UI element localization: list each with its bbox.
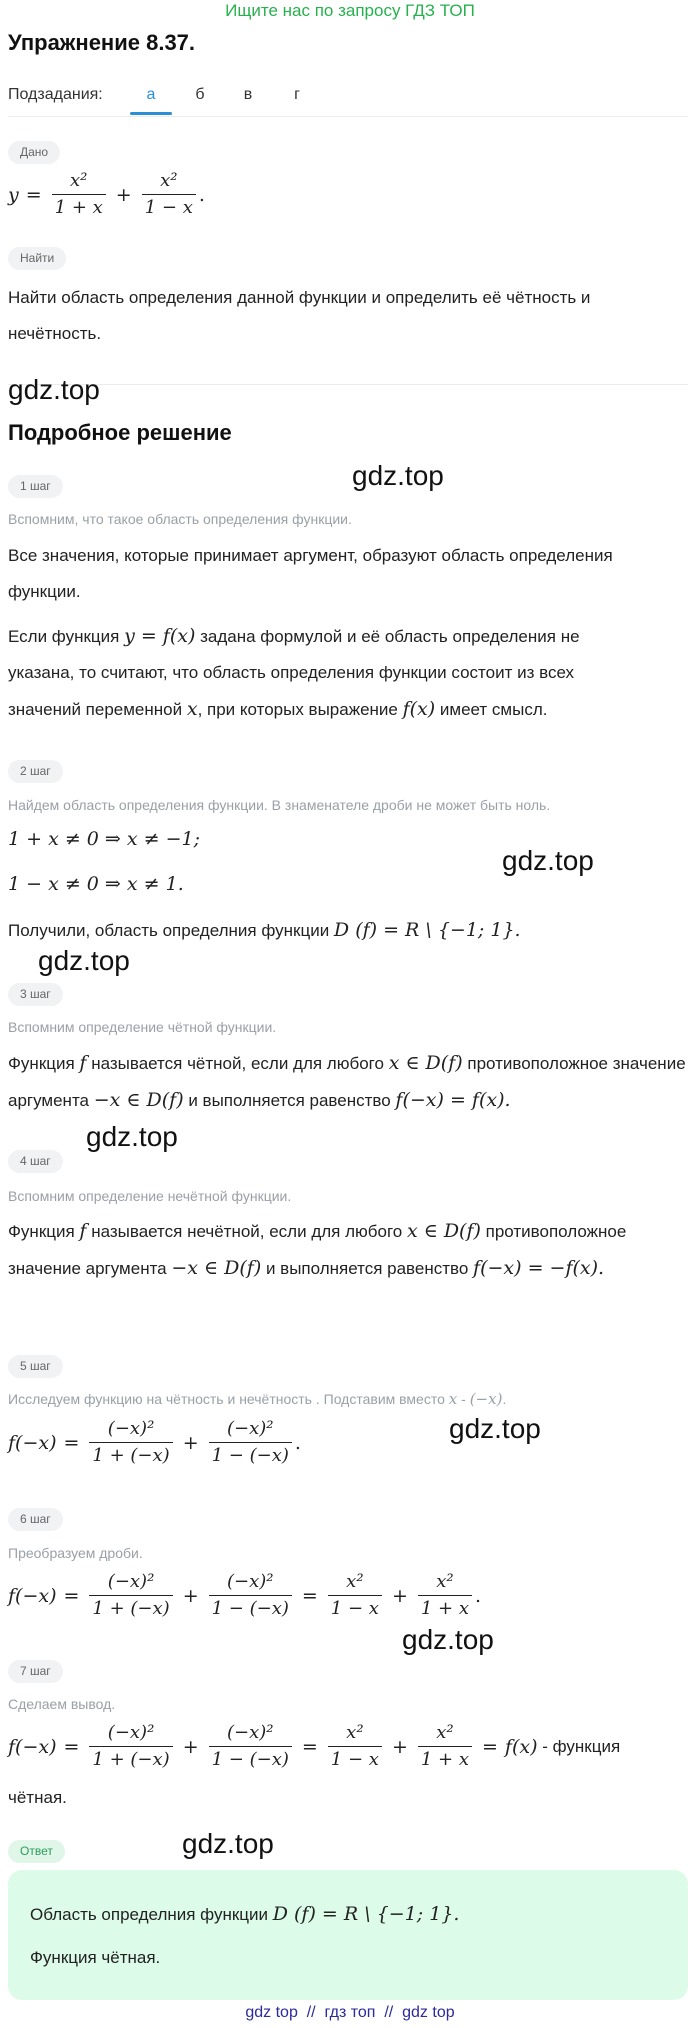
fraction-denominator: 1 + x (418, 1746, 472, 1771)
step-2-line2: 1 − x ≠ 0 ⇒ x ≠ 1. (8, 873, 184, 895)
fraction-numerator: (−x)² (107, 1418, 155, 1439)
fraction-denominator: 1 − (−x) (209, 1442, 292, 1467)
step-5-chip: 5 шаг (8, 1355, 63, 1378)
fraction (89, 1722, 172, 1771)
math-eq: = (301, 1584, 318, 1607)
step-6-chip: 6 шаг (8, 1508, 63, 1531)
text: и выполняется равенство (261, 1259, 474, 1278)
step-5-formula (8, 1418, 301, 1467)
given-formula (8, 170, 205, 219)
fraction (209, 1418, 292, 1467)
math: f(−x) = −f(x). (473, 1257, 605, 1279)
math: D (f) = R \ {−1; 1}. (333, 919, 521, 941)
fraction-numerator: x² (160, 170, 178, 191)
fraction (418, 1722, 472, 1771)
math-plus: + (182, 1735, 199, 1758)
text: и выполняется равенство (183, 1091, 396, 1110)
text: Если функция (8, 627, 125, 646)
math: x ∈ D(f) (406, 1220, 481, 1242)
answer-box (8, 1870, 688, 2000)
fraction-denominator: 1 − x (142, 194, 196, 219)
active-tab-indicator (130, 112, 172, 115)
math-eq: = (63, 1584, 80, 1607)
fraction-numerator: (−x)² (226, 1722, 274, 1743)
math: (−x) (469, 1390, 503, 1408)
math-end: . (294, 1431, 301, 1454)
step-4-hint: Вспомним определение нечётной функции. (8, 1188, 292, 1204)
step-6-formula (8, 1571, 481, 1620)
math-plus: + (182, 1584, 199, 1607)
fraction (328, 1571, 382, 1620)
step-6-hint: Преобразуем дроби. (8, 1545, 143, 1561)
text: . (502, 1391, 507, 1407)
fraction (209, 1722, 292, 1771)
tab-v[interactable]: в (243, 86, 253, 103)
step-7-hint: Сделаем вывод. (8, 1696, 116, 1712)
tab-b[interactable]: б (195, 86, 205, 103)
step-5-hint (8, 1389, 506, 1409)
math: x (448, 1390, 458, 1408)
text: Получили, область определния функции (8, 921, 334, 940)
text: - (457, 1391, 470, 1407)
tab-a[interactable]: а (146, 86, 156, 103)
step-7-tail: - функция (537, 1736, 621, 1756)
math-eq: = (25, 183, 42, 206)
text: Область определния функции (30, 1905, 273, 1924)
fraction-denominator: 1 − (−x) (209, 1746, 292, 1771)
footer-links[interactable]: gdz top // гдз топ // gdz top (245, 2004, 455, 2021)
math: −x ∈ D(f) (171, 1257, 262, 1279)
math-plus: + (391, 1735, 408, 1758)
math-eq: = (63, 1431, 80, 1454)
text: , при которых выражение (197, 700, 403, 719)
watermark: gdz.top (449, 1413, 541, 1444)
step-2-line1: 1 + x ≠ 0 ⇒ x ≠ −1; (8, 828, 201, 850)
fraction-denominator: 1 − x (328, 1746, 382, 1771)
answer-line1 (30, 1896, 670, 1933)
watermark: gdz.top (38, 945, 130, 976)
answer-line2: Функция чётная. (30, 1948, 161, 1967)
fraction-numerator: (−x)² (226, 1571, 274, 1592)
step-1-p2 (8, 618, 648, 728)
step-3-text (8, 1045, 688, 1119)
fraction (328, 1722, 382, 1771)
top-search-link[interactable]: Ищите нас по запросу ГДЗ ТОП (225, 1, 475, 20)
fraction-2 (142, 170, 196, 219)
fraction-numerator: (−x)² (107, 1722, 155, 1743)
step-4-chip: 4 шаг (8, 1150, 63, 1173)
watermark: gdz.top (86, 1121, 178, 1152)
math-end: . (198, 183, 205, 206)
fraction-numerator: (−x)² (226, 1418, 274, 1439)
fraction-numerator: x² (436, 1722, 454, 1743)
text: противоположное значение аргумента (8, 1054, 686, 1110)
math-eq: = (63, 1735, 80, 1758)
text: называется чётной, если для любого (86, 1054, 389, 1073)
answer-chip: Ответ (8, 1840, 65, 1863)
math-plus: + (182, 1431, 199, 1454)
text: Функция (8, 1054, 80, 1073)
step-2-result (8, 912, 688, 949)
fraction-denominator: 1 − (−x) (209, 1595, 292, 1620)
fraction-denominator: 1 + (−x) (89, 1442, 172, 1467)
text: противоположное значение аргумента (8, 1222, 627, 1278)
step-4-text (8, 1213, 688, 1287)
math-end: . (475, 1584, 482, 1607)
fraction-numerator: x² (346, 1571, 364, 1592)
math: f(x) (402, 698, 436, 720)
fraction-numerator: x² (70, 170, 88, 191)
math-rhs: f(x) (504, 1735, 538, 1758)
step-1-chip: 1 шаг (8, 475, 63, 498)
fraction-denominator: 1 + x (52, 194, 106, 219)
divider (8, 116, 688, 117)
math-lhs: f(−x) (8, 1431, 57, 1454)
step-3-hint: Вспомним определение чётной функции. (8, 1019, 277, 1035)
watermark: gdz.top (8, 374, 100, 405)
fraction (89, 1418, 172, 1467)
fraction-numerator: x² (436, 1571, 454, 1592)
divider (8, 384, 688, 385)
math: f (79, 1220, 87, 1242)
math-eq: = (301, 1735, 318, 1758)
math: x ∈ D(f) (388, 1052, 463, 1074)
fraction (89, 1571, 172, 1620)
step-7-tail2: чётная. (8, 1788, 67, 1807)
text: задана формулой и её область определения не указана, то считают, что область определения функции состоит из всех значений переменной (8, 627, 580, 719)
fraction-numerator: x² (346, 1722, 364, 1743)
math-y: y (8, 183, 19, 206)
step-3-chip: 3 шаг (8, 983, 63, 1006)
page-title: Упражнение 8.37. (8, 30, 196, 55)
fraction (209, 1571, 292, 1620)
find-chip: Найти (8, 247, 66, 270)
text: называется нечётной, если для любого (86, 1222, 407, 1241)
fraction-denominator: 1 + x (418, 1595, 472, 1620)
math: f (79, 1052, 87, 1074)
watermark: gdz.top (402, 1624, 494, 1655)
fraction-denominator: 1 + (−x) (89, 1746, 172, 1771)
find-text: Найти область определения данной функции и определить её чётность и нечётность. (8, 288, 591, 343)
step-2-chip: 2 шаг (8, 760, 63, 783)
math: x (186, 698, 198, 720)
math-eq: = (482, 1735, 498, 1758)
math: −x ∈ D(f) (93, 1089, 184, 1111)
text: имеет смысл. (435, 700, 548, 719)
watermark: gdz.top (502, 845, 594, 876)
math-lhs: f(−x) (8, 1584, 57, 1607)
step-7-chip: 7 шаг (8, 1660, 63, 1683)
step-7-formula (8, 1722, 620, 1771)
step-1-hint: Вспомним, что такое область определения функции. (8, 511, 352, 527)
math: f(−x) = f(x). (395, 1089, 511, 1111)
fraction-1 (52, 170, 106, 219)
step-1-p1: Все значения, которые принимает аргумент, образуют область определения функции. (8, 546, 613, 601)
solution-heading: Подробное решение (8, 420, 232, 445)
given-chip: Дано (8, 141, 60, 164)
fraction (418, 1571, 472, 1620)
fraction-denominator: 1 + (−x) (89, 1595, 172, 1620)
text: Исследуем функцию на чётность и нечётность . Подставим вместо (8, 1391, 449, 1407)
math-lhs: f(−x) (8, 1735, 57, 1758)
math-plus: + (115, 183, 132, 206)
math: D (f) = R \ {−1; 1}. (272, 1903, 460, 1925)
step-2-hint: Найдем область определения функции. В знаменателе дроби не может быть ноль. (8, 797, 551, 813)
tab-g[interactable]: г (294, 86, 300, 103)
math: y = f(x) (124, 625, 196, 647)
watermark: gdz.top (182, 1828, 274, 1859)
fraction-denominator: 1 − x (328, 1595, 382, 1620)
watermark: gdz.top (352, 460, 444, 491)
math-plus: + (391, 1584, 408, 1607)
fraction-numerator: (−x)² (107, 1571, 155, 1592)
subtasks-label: Подзадания: (8, 86, 103, 103)
text: Функция (8, 1222, 80, 1241)
